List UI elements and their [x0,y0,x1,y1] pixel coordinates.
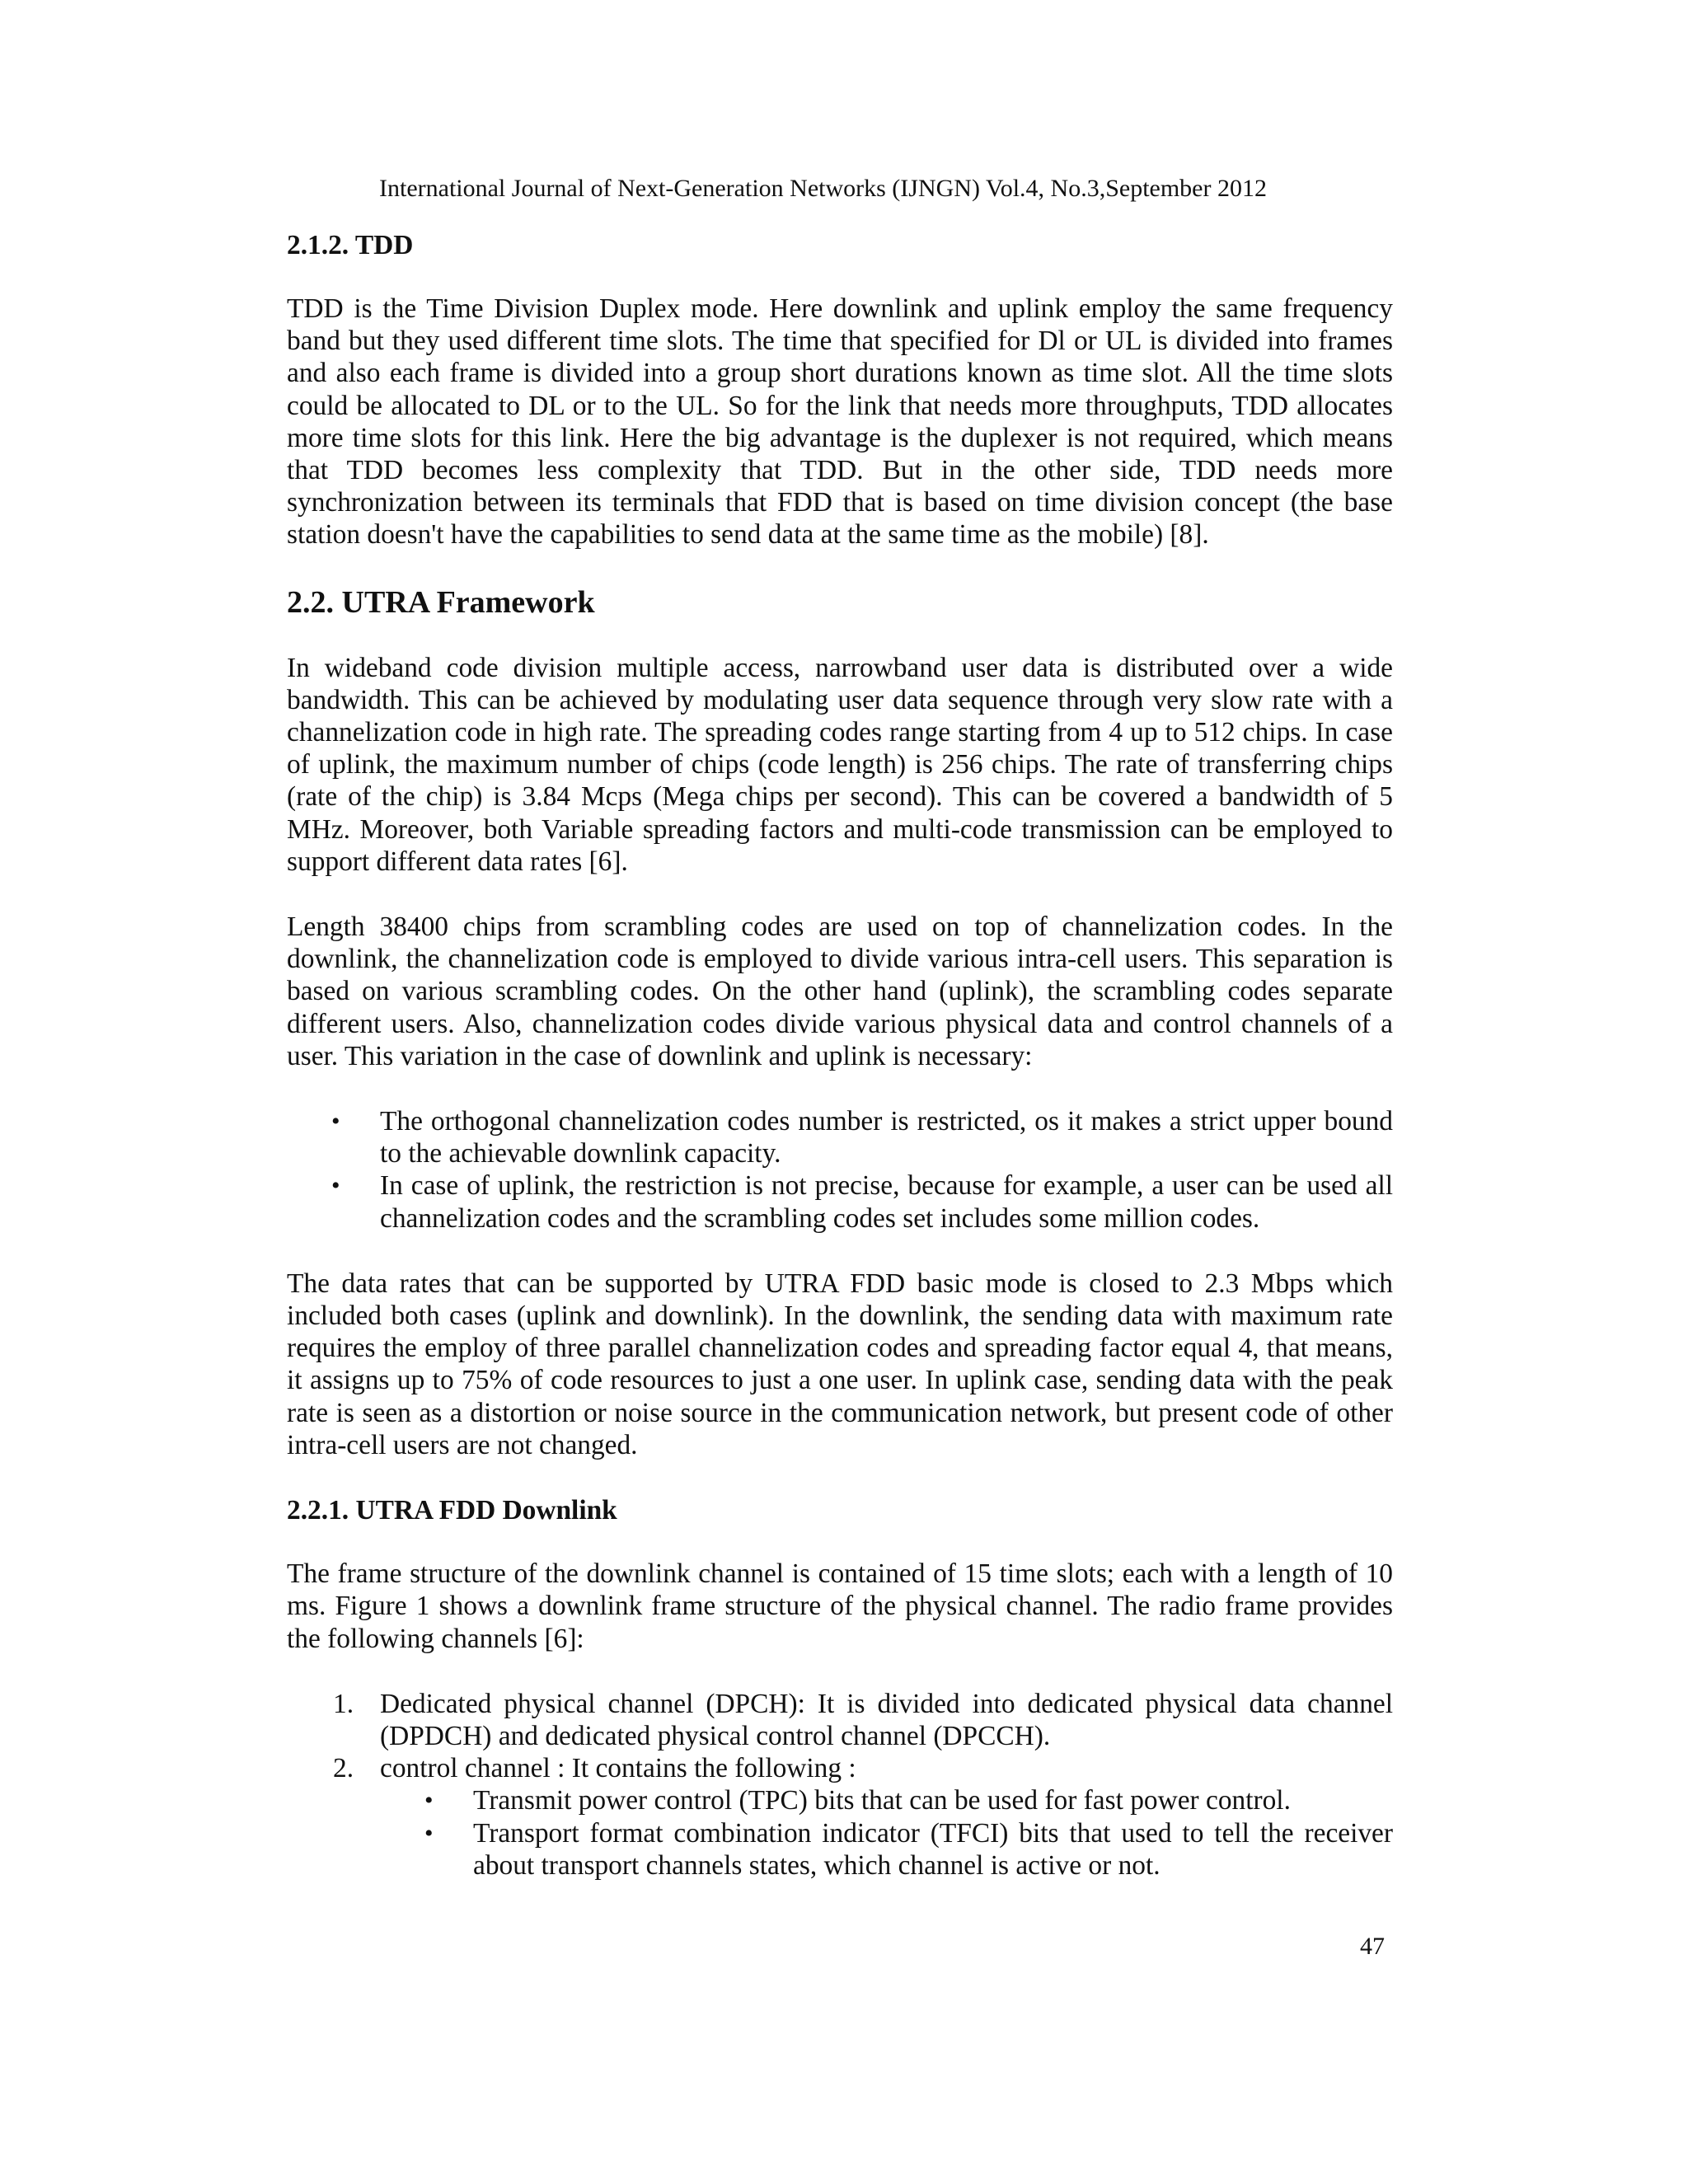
list-item [380,1784,1393,1816]
running-header: International Journal of Next-Generation Networks (IJNGN) Vol.4, No.3,September 2012 [379,175,1267,202]
utra-bullet-list [287,1105,1393,1235]
list-item-text: control channel : It contains the following : [380,1753,856,1784]
bullet-icon: • [331,1108,340,1136]
list-number: 1. [333,1688,354,1719]
section-heading-fdd-downlink: 2.2.1. UTRA FDD Downlink [287,1495,617,1526]
utra-paragraph-3: The data rates that can be supported by UTRA FDD basic mode is closed to 2.3 Mbps which included both cases (uplink and downlink). In the downlink, the sending data with maximum rate requires the employ of three parallel channelization codes and spreading factor equal 4, that means, it assigns up to 75% of code resources to just a one user. In uplink case, sending data with the peak rate is seen as a distortion or noise source in the communication network, but present code of other intra-cell users are not changed. [287,1268,1393,1460]
list-item [287,1105,1393,1169]
page-number: 47 [1360,1933,1385,1960]
utra-paragraph-1: In wideband code division multiple access, narrowband user data is distributed over a wide bandwidth. This can be achieved by modulating user data sequence through very slow rate with a channelization code in high rate. The spreading codes range starting from 4 up to 512 chips. In case of uplink, the maximum number of chips (code length) is 256 chips. The rate of transferring chips (rate of the chip) is 3.84 Mcps (Mega chips per second). This can be covered a bandwidth of 5 MHz. Moreover, both Variable spreading factors and multi-code transmission can be employed to support different data rates [6]. [287,652,1393,877]
section-heading-utra-framework: 2.2. UTRA Framework [287,584,595,620]
list-item-text: Transport format combination indicator (TFCI) bits that used to tell the receiver about transport channels states, which channel is active or not. [473,1817,1393,1881]
control-channel-sublist [380,1784,1393,1882]
list-item [287,1752,1393,1882]
fdd-downlink-numbered-list [287,1688,1393,1882]
list-item-text: Dedicated physical channel (DPCH): It is divided into dedicated physical data channel (DPDCH) and dedicated physical control channel (DPCCH). [380,1688,1393,1751]
bullet-icon: • [424,1819,434,1847]
list-number: 2. [333,1753,354,1784]
bullet-icon: • [331,1172,340,1200]
list-item [287,1169,1393,1234]
bullet-icon: • [424,1787,434,1815]
list-item [287,1688,1393,1752]
tdd-paragraph: TDD is the Time Division Duplex mode. Here downlink and uplink employ the same frequency band but they used different time slots. The time that specified for Dl or UL is divided into frames and also each frame is divided into a group short durations known as time slot. All the time slots could be allocated to DL or to the UL. So for the link that needs more throughputs, TDD allocates more time slots for this link. Here the big advantage is the duplexer is not required, which means that TDD becomes less complexity that TDD. But in the other side, TDD needs more synchronization between its terminals that FDD that is based on time division concept (the base station doesn't have the capabilities to send data at the same time as the mobile) [8]. [287,293,1393,551]
list-item-text: The orthogonal channelization codes number is restricted, os it makes a strict upper bound to the achievable downlink capacity. [380,1106,1393,1169]
utra-paragraph-2: Length 38400 chips from scrambling codes are used on top of channelization codes. In the downlink, the channelization code is employed to divide various intra-cell users. This separation is based on various scrambling codes. On the other hand (uplink), the scrambling codes separate different users. Also, channelization codes divide various physical data and control channels of a user. This variation in the case of downlink and uplink is necessary: [287,912,1393,1071]
section-heading-tdd: 2.1.2. TDD [287,230,414,260]
list-item-text: In case of uplink, the restriction is not precise, because for example, a user can be used all channelization codes and the scrambling codes set includes some million codes. [380,1170,1393,1234]
fdd-downlink-paragraph: The frame structure of the downlink channel is contained of 15 time slots; each with a length of 10 ms. Figure 1 shows a downlink frame structure of the physical channel. The radio frame provides the following channels [6]: [287,1558,1393,1654]
page-body [287,229,1393,1882]
list-item-text: Transmit power control (TPC) bits that can be used for fast power control. [473,1785,1291,1816]
list-item [380,1817,1393,1882]
